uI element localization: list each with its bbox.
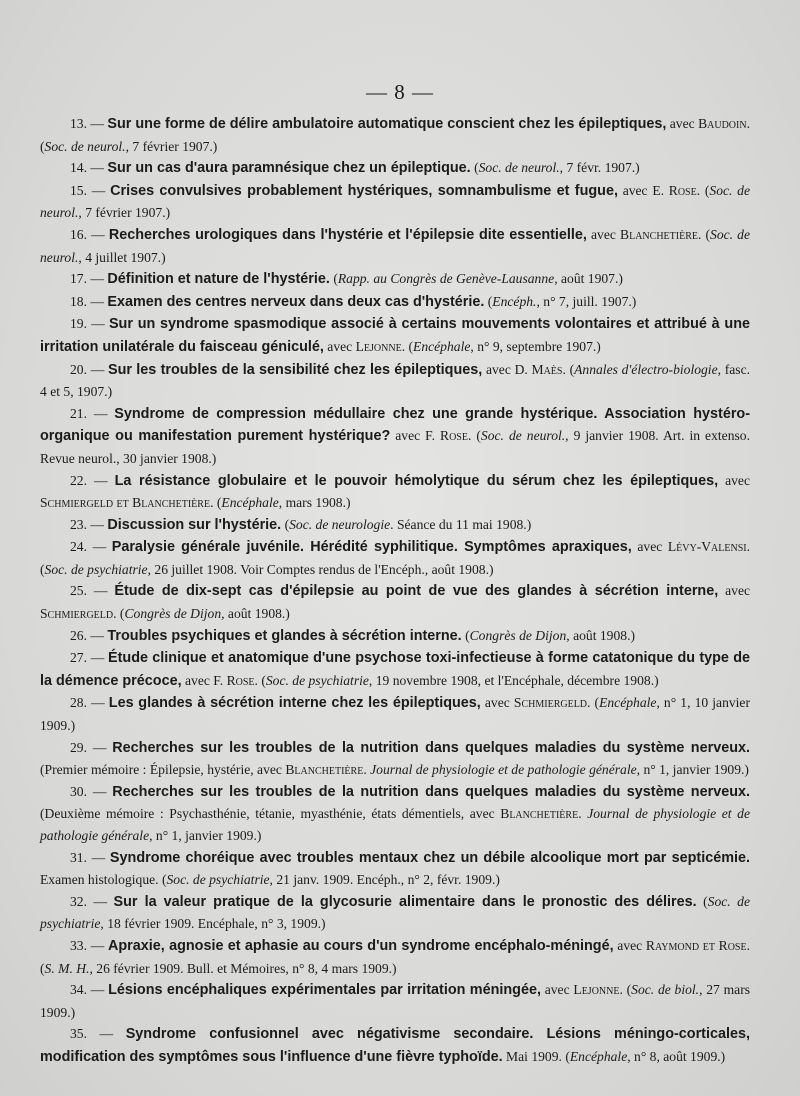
- entry-details: , n° 1, janvier 1909.): [636, 762, 749, 778]
- entry-author: Raymond et Rose: [645, 937, 747, 953]
- entry-source: Soc. de neurol.: [480, 428, 566, 444]
- entry-text: . (: [40, 539, 751, 577]
- entry-text: (: [484, 293, 493, 309]
- entry-text: avec: [323, 338, 356, 354]
- entry-source: Journal de physiologie et de pathologie générale: [40, 806, 751, 843]
- entry-dash: —: [87, 650, 109, 666]
- entry-number: 33.: [70, 937, 87, 953]
- bibliography-entry: [40, 580, 750, 624]
- entry-dash: —: [87, 937, 108, 953]
- entry-number: 34.: [70, 982, 87, 998]
- entry-text: avec: [390, 428, 426, 444]
- entry-dash: —: [87, 405, 115, 421]
- entry-source: Soc. de neurol.: [478, 160, 560, 176]
- entry-title: Troubles psychiques et glandes à sécrétion interne.: [107, 627, 462, 644]
- entry-title: Syndrome choréique avec troubles mentaux chez un débile alcoolique mort par septicémie.: [109, 849, 750, 866]
- entry-dash: —: [87, 516, 108, 532]
- entry-details: , 18 février 1909. Encéphale, n° 3, 1909.): [100, 916, 326, 932]
- entry-number: 28.: [70, 695, 87, 711]
- entry-dash: —: [87, 893, 114, 909]
- entry-number: 26.: [70, 627, 87, 643]
- entry-number: 17.: [70, 271, 87, 287]
- entry-title: Sur un syndrome spasmodique associé à certains mouvements volontaires et attribué à une irritation unilatérale du faisceau géniculé,: [40, 316, 750, 355]
- entry-source: Congrès de Dijon: [124, 606, 222, 622]
- entry-author: Schmiergeld: [40, 606, 114, 622]
- entry-details: , 27 mars 1909.): [40, 982, 751, 1020]
- entry-text: avec: [617, 182, 653, 198]
- entry-author: F. Rose: [213, 672, 255, 688]
- bibliography-entry: [40, 113, 750, 157]
- entry-title: Sur une forme de délire ambulatoire automatique conscient chez les épileptiques,: [107, 116, 667, 132]
- bibliography-entry: [40, 647, 750, 692]
- entry-number: 29.: [70, 739, 87, 755]
- entry-author: Schmiergeld: [513, 695, 588, 711]
- entry-details: , août 1907.): [554, 271, 623, 287]
- bibliography-entry: [40, 891, 750, 935]
- entry-details: , 26 juillet 1908. Voir Comptes rendus de l'Encéph., août 1908.): [147, 561, 494, 577]
- entry-details: , 26 février 1909. Bull. et Mémoires, n° 8, 4 mars 1909.): [89, 960, 397, 976]
- entry-number: 35.: [70, 1026, 87, 1042]
- entry-text: . (: [587, 695, 600, 711]
- entry-title: Recherches sur les troubles de la nutrition dans quelques maladies du système nerveux.: [112, 783, 751, 800]
- entry-source: Soc. de neurol.: [40, 182, 751, 221]
- entry-number: 13.: [70, 116, 87, 131]
- entry-details: , 7 févr. 1907.): [559, 160, 640, 176]
- entry-dash: —: [87, 849, 110, 865]
- entry-text: avec: [718, 583, 751, 599]
- bibliography-entry: [40, 157, 750, 180]
- entry-number: 18.: [70, 293, 87, 309]
- entry-author: D. Maès: [514, 361, 563, 377]
- bibliography-entry: [40, 625, 750, 648]
- entry-details: , n° 8, août 1909.): [627, 1048, 726, 1064]
- entry-text: . (: [210, 495, 222, 511]
- entry-text: (: [329, 271, 338, 287]
- entry-source: Soc. de psychiatrie: [40, 893, 750, 932]
- entry-text: (: [281, 516, 290, 532]
- entry-dash: —: [87, 1026, 126, 1042]
- entry-text: avec: [718, 472, 750, 488]
- entry-author: Blanchetière: [620, 226, 698, 242]
- entry-text: . (: [696, 182, 710, 198]
- entry-details: , fasc. 4 et 5, 1907.): [40, 361, 751, 400]
- entry-details: , août 1908.): [221, 606, 290, 622]
- entry-text: avec: [586, 226, 621, 242]
- entry-dash: —: [87, 316, 109, 332]
- bibliography-entry: [40, 737, 750, 781]
- entry-text: avec: [540, 982, 574, 998]
- entry-text: . (: [254, 672, 266, 688]
- entry-source: Soc. de psychiatrie: [44, 561, 148, 577]
- entry-author: Blanchetière: [285, 762, 364, 778]
- entry-title: Crises convulsives probablement hystériques, somnambulisme et fugue,: [110, 182, 618, 199]
- entry-number: 16.: [70, 226, 87, 242]
- entry-dash: —: [87, 226, 109, 242]
- entry-title: Syndrome de compression médullaire chez une grande hystérique. Association hystéro-organique ou manifestation purement hystérique?: [40, 405, 750, 445]
- entry-title: Recherches urologiques dans l'hystérie et l'épilepsie dite essentielle,: [108, 226, 587, 243]
- entry-details: , n° 1, janvier 1909.): [149, 828, 262, 843]
- bibliography-entry: [40, 180, 750, 224]
- entry-text: (: [461, 627, 470, 643]
- entry-dash: —: [87, 982, 109, 998]
- entry-dash: —: [87, 739, 113, 755]
- entry-author: Lévy-Valensi: [667, 539, 747, 555]
- bibliography-entry: [40, 291, 750, 314]
- entry-number: 22.: [70, 472, 87, 488]
- entry-number: 27.: [70, 650, 87, 666]
- entry-number: 32.: [70, 893, 87, 909]
- entry-source: Soc. de neurol.: [40, 226, 750, 265]
- entry-details: , n° 9, septembre 1907.): [470, 338, 601, 354]
- entry-dash: —: [87, 361, 108, 377]
- entry-text: . (: [467, 428, 481, 444]
- entry-number: 15.: [70, 182, 87, 198]
- entry-title: Définition et nature de l'hystérie.: [107, 271, 330, 288]
- entry-source: Soc. de psychiatrie: [166, 872, 270, 888]
- page-number: — 8 —: [366, 80, 434, 104]
- entry-dash: —: [87, 583, 115, 599]
- entry-source: Soc. de psychiatrie: [265, 672, 369, 688]
- entry-details: , 7 février 1907.): [125, 138, 218, 154]
- entry-source: Soc. de biol.: [631, 982, 700, 998]
- entry-title: Les glandes à sécrétion interne chez les épileptiques,: [108, 695, 481, 712]
- entry-source: S. M. H.: [44, 960, 90, 976]
- entry-dash: —: [87, 472, 115, 488]
- bibliography-entry: [40, 692, 750, 736]
- entry-text: Examen histologique. (: [40, 872, 167, 888]
- entry-dash: —: [87, 182, 111, 198]
- entry-author: Schmiergeld et Blanchetière: [40, 495, 211, 511]
- bibliography-entry: [40, 470, 750, 514]
- entry-title: Sur un cas d'aura paramnésique chez un épileptique.: [107, 160, 471, 177]
- entry-source: Encéphale: [221, 495, 279, 511]
- bibliography-entry: [40, 359, 750, 403]
- entry-title: Examen des centres nerveux dans deux cas d'hystérie.: [107, 293, 485, 310]
- entry-title: Apraxie, agnosie et aphasie au cours d'un syndrome encéphalo-méningé,: [107, 937, 614, 954]
- bibliography-entry: [40, 403, 750, 470]
- entry-text: (Premier mémoire : Épilepsie, hystérie, avec: [40, 762, 286, 778]
- entry-details: , n° 7, juill. 1907.): [536, 293, 637, 309]
- entry-details: , 7 février 1907.): [78, 205, 171, 221]
- bibliography-entry: [40, 268, 750, 291]
- entry-title: Paralysie générale juvénile. Hérédité syphilitique. Symptômes apraxiques,: [111, 539, 632, 556]
- entry-number: 30.: [70, 783, 87, 799]
- entry-text: . (: [40, 116, 750, 154]
- entry-number: 21.: [70, 405, 87, 421]
- bibliography-entry: [40, 313, 750, 358]
- entry-title: Discussion sur l'hystérie.: [107, 516, 282, 533]
- entry-details: , 19 novembre 1908, et l'Encéphale, décembre 1908.): [368, 672, 659, 688]
- entry-author: Baudoin: [698, 116, 747, 131]
- entry-text: .: [578, 806, 588, 822]
- entry-title: Lésions encéphaliques expérimentales par irritation méningée,: [108, 982, 541, 999]
- entry-dash: —: [87, 293, 108, 309]
- entry-dash: —: [87, 271, 108, 287]
- entry-text: . (: [113, 606, 125, 622]
- bibliography-entry: [40, 781, 750, 847]
- entry-title: Syndrome confusionnel avec négativisme secondaire. Lésions méningo-corticales, modification des symptômes sous l'influence d'une fièvre typhoïde.: [40, 1026, 750, 1065]
- entry-details: , 21 janv. 1909. Encéph., n° 2, févr. 1909.): [269, 872, 500, 888]
- bibliography-entry: [40, 935, 750, 979]
- entry-dash: —: [87, 539, 112, 555]
- entry-source: Encéphale: [413, 338, 471, 354]
- entry-source: Congrès de Dijon: [469, 627, 567, 643]
- bibliography-entry: [40, 1023, 750, 1068]
- entry-title: Étude clinique et anatomique d'une psychose toxi-infectieuse à forme catatonique du type de la démence précoce,: [40, 650, 751, 689]
- entry-dash: —: [87, 783, 113, 799]
- entry-source: Encéph.: [492, 293, 537, 309]
- entry-author: F. Rose: [425, 428, 468, 444]
- entry-text: . (: [697, 226, 711, 242]
- entry-number: 20.: [70, 361, 87, 377]
- bibliography-entry: [40, 847, 750, 891]
- entry-details: , n° 1, 10 janvier 1909.): [40, 695, 750, 734]
- entry-source: Encéphale: [569, 1048, 628, 1064]
- entry-text: (Deuxième mémoire : Psychasthénie, tétanie, myasthénie, états démentiels, avec: [40, 806, 501, 822]
- entry-text: . (: [40, 937, 751, 976]
- entry-number: 31.: [70, 849, 87, 865]
- entry-dash: —: [87, 627, 108, 643]
- entry-number: 14.: [70, 160, 87, 176]
- entry-details: . Séance du 11 mai 1908.): [390, 516, 532, 532]
- entry-number: 23.: [70, 516, 87, 532]
- entry-details: , mars 1908.): [278, 495, 351, 511]
- bibliography-list: [40, 113, 750, 1069]
- entry-text: avec: [631, 539, 668, 555]
- entry-title: Sur les troubles de la sensibilité chez les épileptiques,: [108, 361, 483, 378]
- entry-source: Journal de physiologie et de pathologie générale: [370, 762, 637, 778]
- bibliography-entry: [40, 536, 750, 580]
- entry-number: 25.: [70, 583, 87, 599]
- entry-text: avec: [181, 672, 214, 688]
- bibliography-entry: [40, 979, 750, 1023]
- entry-author: Lejonne: [355, 338, 402, 354]
- entry-source: Rapp. au Congrès de Genève-Lausanne: [337, 271, 555, 287]
- entry-number: 24.: [70, 539, 87, 555]
- entry-author: E. Rose: [652, 182, 697, 198]
- entry-text: avec: [480, 695, 514, 711]
- entry-text: . (: [401, 338, 414, 354]
- entry-dash: —: [87, 160, 108, 176]
- entry-text: avec: [613, 937, 646, 953]
- entry-text: Mai 1909. (: [502, 1048, 570, 1064]
- entry-source: Soc. de neurologie: [289, 516, 391, 532]
- bibliography-entry: [40, 224, 750, 268]
- bibliography-entry: [40, 514, 750, 537]
- entry-text: . (: [562, 361, 575, 377]
- entry-text: avec: [482, 361, 515, 377]
- entry-dash: —: [87, 116, 108, 131]
- entry-author: Blanchetière: [500, 806, 579, 822]
- entry-source: Encéphale: [599, 695, 657, 711]
- entry-title: Sur la valeur pratique de la glycosurie alimentaire dans le pronostic des délires.: [113, 893, 697, 910]
- entry-details: , 9 janvier 1908. Art. in extenso. Revue neurol., 30 janvier 1908.): [40, 428, 750, 466]
- entry-title: Recherches sur les troubles de la nutrition dans quelques maladies du système nerveux.: [112, 739, 751, 756]
- entry-text: (: [696, 893, 708, 909]
- entry-title: Étude de dix-sept cas d'épilepsie au point de vue des glandes à sécrétion interne,: [114, 583, 719, 600]
- entry-author: Lejonne: [573, 982, 620, 998]
- entry-source: Soc. de neurol.: [44, 138, 126, 154]
- entry-text: . (: [619, 982, 632, 998]
- entry-details: , 4 juillet 1907.): [78, 249, 166, 265]
- entry-text: (: [470, 160, 479, 176]
- entry-details: , août 1908.): [566, 627, 635, 643]
- entry-text: .: [363, 762, 371, 778]
- entry-number: 19.: [70, 316, 87, 332]
- entry-text: avec: [666, 116, 699, 131]
- entry-dash: —: [87, 695, 109, 711]
- entry-source: Annales d'électro-biologie: [574, 361, 718, 377]
- entry-title: La résistance globulaire et le pouvoir hémolytique du sérum chez les épileptiques,: [114, 472, 719, 489]
